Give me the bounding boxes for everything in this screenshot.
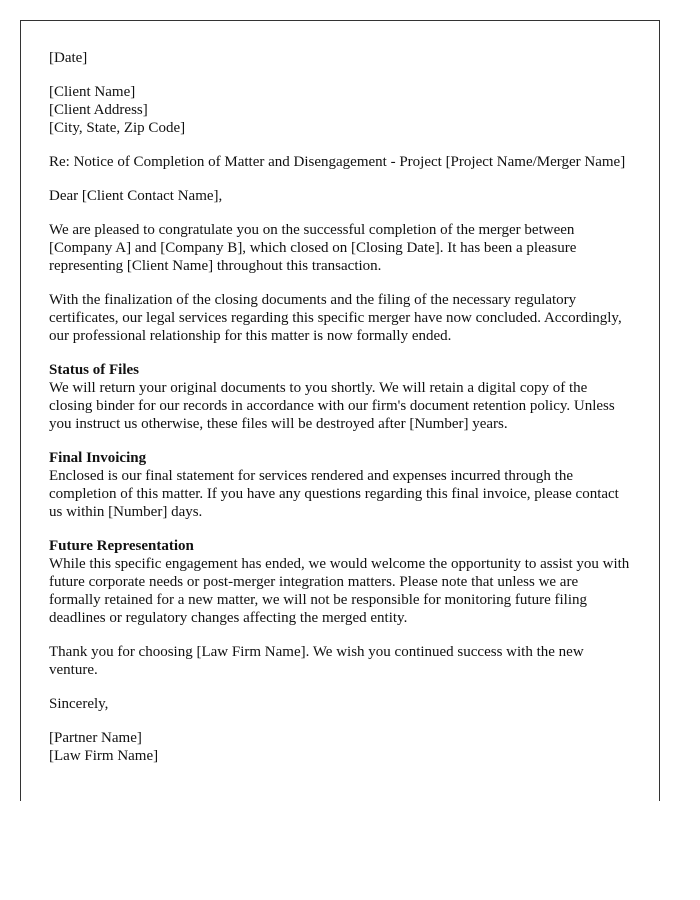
section-heading: Status of Files [49,362,139,378]
section-heading: Final Invoicing [49,450,147,466]
body-paragraph: With the finalization of the closing documents and the filing of the necessary regulatory certificates, our legal services regarding this specific merger have now concluded. Accordingly, our professional relationship for this matter is now formally ended. [49,292,622,344]
signoff: Sincerely, [49,696,109,712]
subject-line: Re: Notice of Completion of Matter and Disengagement - Project [Project Name/Merger Name] [49,154,626,170]
section-body: While this specific engagement has ended, we would welcome the opportunity to assist you with future corporate needs or post-merger integration matters. Please note that unless we are formally retained for a new matter, we will not be responsible for monitoring future filing deadlines or regulatory changes affecting the merged entity. [49,556,630,626]
salutation: Dear [Client Contact Name], [49,188,223,204]
partner-name: [Partner Name] [49,730,142,746]
recipient-name: [Client Name] [49,84,136,100]
section-final-invoicing [49,449,631,521]
body-paragraph: We are pleased to congratulate you on the successful completion of the merger between [Company A] and [Company B], which closed on [Closing Date]. It has been a pleasure representing [Client Name] throughout this transaction. [49,222,577,274]
recipient-block [49,83,631,137]
letter-date: [Date] [49,50,88,66]
recipient-city: [City, State, Zip Code] [49,120,186,136]
section-future-representation [49,537,631,627]
law-firm-name: [Law Firm Name] [49,748,159,764]
section-body: Enclosed is our final statement for services rendered and expenses incurred through the completion of this matter. If you have any questions regarding this final invoice, please contact us within [Number] days. [49,468,619,520]
section-heading: Future Representation [49,538,194,554]
signature-block [49,729,631,765]
section-status-of-files [49,361,631,433]
closing-paragraph: Thank you for choosing [Law Firm Name]. We wish you continued success with the new venture. [49,644,584,678]
recipient-address: [Client Address] [49,102,148,118]
section-body: We will return your original documents to you shortly. We will retain a digital copy of the closing binder for our records in accordance with our firm's document retention policy. Unless you instruct us otherwise, these files will be destroyed after [Number] years. [49,380,615,432]
letter-page [20,20,660,801]
